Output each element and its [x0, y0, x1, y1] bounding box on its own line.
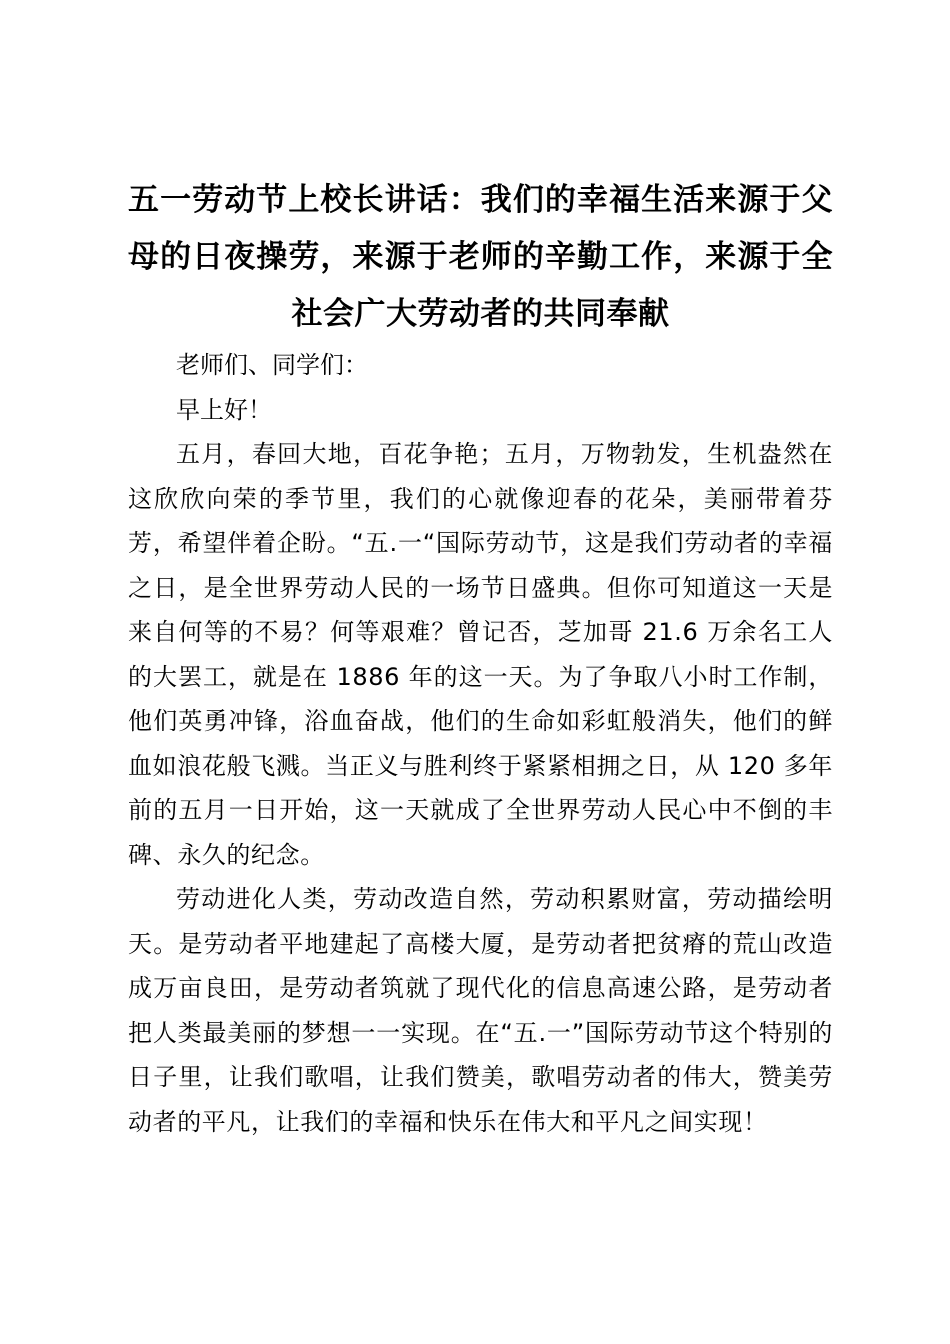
- paragraph-2: 劳动进化人类，劳动改造自然，劳动积累财富，劳动描绘明天。是劳动者平地建起了高楼大厦，是劳动者把贫瘠的荒山改造成万亩良田，是劳动者筑就了现代化的信息高速公路，是劳动者把人类最美丽的梦想一一实现。在“五.一”国际劳动节这个特别的日子里，让我们歌唱，让我们赞美，歌唱劳动者的伟大，赞美劳动者的平凡，让我们的幸福和快乐在伟大和平凡之间实现！: [128, 885, 833, 1136]
- paragraph-1: 五月，春回大地，百花争艳；五月，万物勃发，生机盎然在这欣欣向荣的季节里，我们的心就像迎春的花朵，美丽带着芬芳，希望伴着企盼。“五.一“国际劳动节，这是我们劳动者的幸福之日，是全世界劳动人民的一场节日盛典。但你可知道这一天是来自何等的不易？何等艰难？曾记否，芝加哥 21.6 万余名工人的大罢工，就是在 1886 年的这一天。为了争取八小时工作制，他们英勇冲锋，浴血奋战，他们的生命如彩虹般消失，他们的鲜血如浪花般飞溅。当正义与胜利终于紧紧相拥之日，从 120 多年前的五月一日开始，这一天就成了全世界劳动人民心中不倒的丰碑、永久的纪念。: [128, 440, 833, 869]
- document-body: [128, 172, 833, 1144]
- document-title: 五一劳动节上校长讲话：我们的幸福生活来源于父母的日夜操劳，来源于老师的辛勤工作，来源于全社会广大劳动者的共同奉献: [128, 182, 833, 332]
- salutation: 老师们、同学们：: [176, 351, 368, 379]
- greeting: 早上好！: [176, 395, 272, 424]
